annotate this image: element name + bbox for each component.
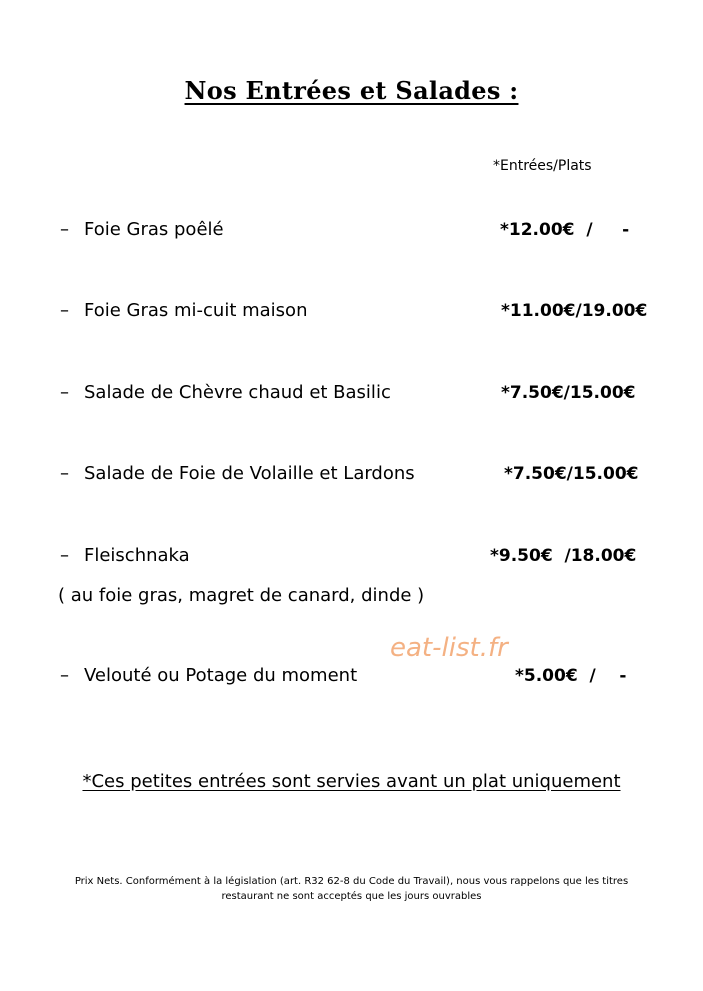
item-dash: – [60,665,69,686]
column-header: *Entrées/Plats [493,158,592,174]
item-dash: – [60,463,69,484]
menu-item [60,219,224,240]
item-price: *11.00€/19.00€ [501,301,648,321]
menu-item [60,300,307,321]
item-price: *12.00€ / - [500,220,630,240]
item-name: Fleischnaka [84,545,190,566]
menu-item [60,545,190,566]
fleischnaka-note: ( au foie gras, magret de canard, dinde ) [58,585,425,606]
item-dash: – [60,219,69,240]
item-name: Salade de Chèvre chaud et Basilic [84,382,391,403]
menu-item [60,382,391,403]
menu-item [60,665,357,686]
legal-line-1: Prix Nets. Conformément à la législation (art. R32 62-8 du Code du Travail), nous vous rappelons que les titres [74,876,629,887]
item-dash: – [60,545,69,566]
item-name: Velouté ou Potage du moment [84,665,358,686]
legal-notice [40,874,663,904]
item-name: Salade de Foie de Volaille et Lardons [84,463,415,484]
item-price: *9.50€ /18.00€ [490,546,637,566]
item-price: *7.50€/15.00€ [504,464,639,484]
item-name: Foie Gras mi-cuit maison [84,300,308,321]
item-name: Foie Gras poêlé [84,219,224,240]
item-price: *5.00€ / - [515,666,627,686]
item-dash: – [60,382,69,403]
item-price: *7.50€/15.00€ [501,383,636,403]
menu-item [60,463,415,484]
watermark: eat-list.fr [390,633,508,663]
footnote: *Ces petites entrées sont servies avant un plat uniquement [82,771,621,792]
page-title: Nos Entrées et Salades : [184,76,519,105]
item-dash: – [60,300,69,321]
legal-line-2: restaurant ne sont acceptés que les jours ouvrables [221,891,482,902]
